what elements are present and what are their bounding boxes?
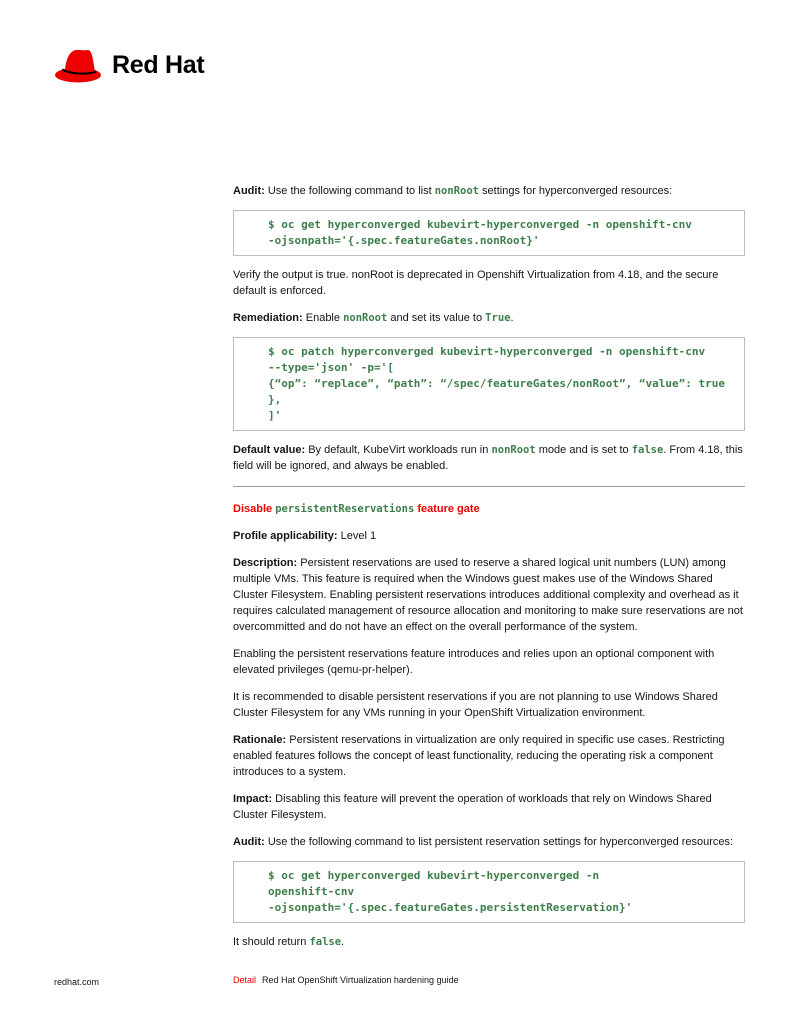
text: It should return [233,936,310,948]
audit-label: Audit: [233,185,265,197]
audit-paragraph [233,183,745,199]
inline-code: nonRoot [343,312,388,324]
inline-code: True [485,312,511,324]
verify-paragraph: Verify the output is true. nonRoot is deprecated in Openshift Virtualization from 4.18, and the secure default is enforced. [233,269,719,297]
heading-code: persistentReservations [275,503,415,515]
recommendation-paragraph: It is recommended to disable persistent reservations if you are not planning to use Windows Shared Cluster Filesystem for any VMs running in your OpenShift Virtualization environment. [233,691,718,719]
code-block-audit[interactable]: $ oc get hyperconverged kubevirt-hyperconverged -n openshift-cnv -ojsonpath='{.spec.featureGates.nonRoot}' [233,210,745,256]
red-hat-logo-icon [54,46,106,84]
text: Level 1 [337,530,377,542]
footer-site[interactable]: redhat.com [54,977,100,987]
audit-label: Audit: [233,836,265,848]
return-paragraph [233,934,745,950]
footer-section: Detail [233,975,257,985]
text: Persistent reservations in virtualization are only required in specific use cases. Restricting enabled features follows the concept of least functionality, reducing the operating risk a component introduces to a system. [233,734,725,778]
profile-label: Profile applicability: [233,530,338,542]
inline-code: false [631,444,664,456]
impact-label: Impact: [233,793,273,805]
component-paragraph: Enabling the persistent reservations feature introduces and relies upon an optional component with elevated privileges (qemu-pr-helper). [233,648,715,676]
description-label: Description: [233,557,298,569]
text: . [510,312,514,324]
remediation-label: Remediation: [233,312,303,324]
impact-paragraph [233,791,745,823]
rationale-paragraph [233,732,745,780]
inline-code: false [309,936,342,948]
text: . From 4.18, this field will be ignored, and always be enabled. [233,444,743,472]
text: settings for hyperconverged resources: [479,185,673,197]
footer-doc-title: Red Hat OpenShift Virtualization hardening guide [262,975,459,985]
document-body [233,183,745,961]
section-divider [233,486,745,487]
inline-code: nonRoot [434,185,479,197]
text: Disable [233,503,276,515]
text: feature gate [414,503,480,515]
code-block-audit-2[interactable]: $ oc get hyperconverged kubevirt-hyperconverged -n openshift-cnv -ojsonpath='{.spec.featureGates.persistentReservation}' [233,861,745,923]
brand-logo [54,46,204,84]
footer-title [233,975,458,985]
text: Use the following command to list [264,185,435,197]
audit-paragraph-2 [233,834,745,850]
text: Enable [302,312,344,324]
text: Use the following command to list persistent reservation settings for hyperconverged resources: [264,836,734,848]
text: Disabling this feature will prevent the operation of workloads that rely on Windows Shared Cluster Filesystem. [233,793,712,821]
text: mode and is set to [535,444,632,456]
default-value-label: Default value: [233,444,306,456]
rationale-label: Rationale: [233,734,287,746]
text: By default, KubeVirt workloads run in [305,444,492,456]
text: . [341,936,345,948]
code-block-remediation[interactable]: $ oc patch hyperconverged kubevirt-hyperconverged -n openshift-cnv --type='json' -p='[ {“op”: “replace”, “path”: “/spec/featureGates/nonRoot”, “value”: true }, ]' [233,337,745,431]
description-paragraph [233,555,745,635]
text: Persistent reservations are used to reserve a shared logical unit numbers (LUN) among multiple VMs. This feature is required when the Windows guest makes use of the Windows Shared Cluster Filesystem. Enabling persistent reservations introduces additional complexity and overhead as it requires calculated management of resource allocation and monitoring to make sure reservations are not overcommitted and do not have an effect on the overall performance of the system. [233,557,743,633]
logo-wordmark: Red Hat [112,50,205,79]
remediation-paragraph [233,310,745,326]
inline-code: nonRoot [491,444,536,456]
text: and set its value to [387,312,486,324]
section-heading [233,501,745,517]
default-value-paragraph [233,442,745,474]
profile-paragraph [233,528,745,544]
